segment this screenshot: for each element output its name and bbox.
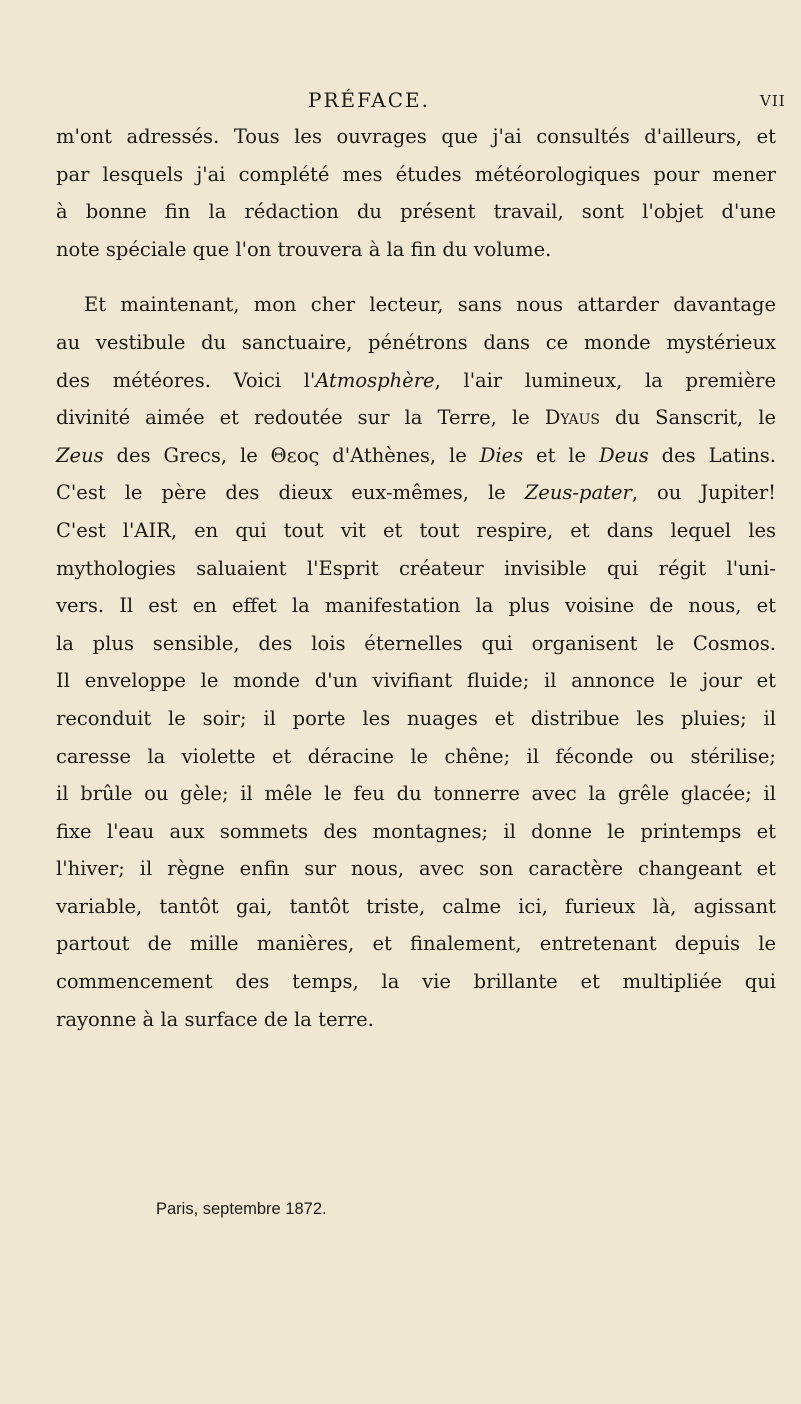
text-line: l'hiver; il règne enfin sur nous, avec son caractère changeant et — [56, 857, 776, 881]
text-segment: , ou Jupiter! — [631, 481, 776, 505]
greek-term-theos: Θεος — [270, 443, 320, 467]
page-header — [0, 88, 801, 122]
paragraph-2 — [56, 286, 776, 1038]
text-line — [56, 474, 776, 512]
italic-term-dies: Dies — [479, 443, 524, 467]
text-line: il brûle ou gèle; il mêle le feu du tonnerre avec la grêle glacée; il — [56, 782, 776, 806]
text-line: rayonne à la surface de la terre. — [56, 1007, 374, 1031]
italic-term-deus: Deus — [599, 443, 649, 467]
text-line: note spéciale que l'on trouvera à la fin du volume. — [56, 237, 552, 261]
text-line — [56, 399, 776, 437]
text-line: la plus sensible, des lois éternelles qui organisent le Cosmos. — [56, 631, 776, 655]
paragraph-1 — [56, 118, 776, 268]
text-line: à bonne fin la rédaction du présent travail, sont l'objet d'une — [56, 200, 776, 224]
text-segment: du Sanscrit, le — [600, 406, 776, 430]
text-line: au vestibule du sanctuaire, pénétrons dans ce monde mystérieux — [56, 330, 776, 354]
text-line: commencement des temps, la vie brillante et multipliée qui — [56, 970, 776, 994]
text-line — [56, 437, 776, 475]
text-line: C'est l'AIR, en qui tout vit et tout respire, et dans lequel les — [56, 518, 776, 542]
italic-term-zeus-pater: Zeus-pater — [524, 481, 632, 505]
text-line: partout de mille manières, et finalement, entretenant depuis le — [56, 932, 776, 956]
text-segment: des Grecs, le — [103, 443, 271, 467]
text-line: Il enveloppe le monde d'un vivifiant fluide; il annonce le jour et — [56, 669, 776, 693]
text-line: fixe l'eau aux sommets des montagnes; il donne le printemps et — [56, 819, 776, 843]
italic-term-atmosphere: Atmosphère — [315, 368, 435, 392]
text-segment: d'Athènes, le — [319, 443, 480, 467]
text-line: reconduit le soir; il porte les nuages et distribue les pluies; il — [56, 706, 776, 730]
preface-body — [56, 118, 776, 1038]
text-line: variable, tantôt gai, tantôt triste, calme ici, furieux là, agissant — [56, 894, 776, 918]
text-line: mythologies saluaient l'Esprit créateur invisible qui régit l'uni- — [56, 556, 776, 580]
running-title: PRÉFACE. — [308, 88, 430, 112]
text-segment: , l'air lumineux, la première — [434, 368, 776, 392]
page-number: VII — [760, 92, 786, 110]
text-segment: des météores. Voici l' — [56, 368, 316, 392]
small-caps-term-dyaus: Dyaus — [544, 406, 601, 430]
text-line: caresse la violette et déracine le chêne; il féconde ou stérilise; — [56, 744, 776, 768]
text-segment: C'est le père des dieux eux-mêmes, le — [56, 481, 525, 505]
text-segment: divinité aimée et redoutée sur la Terre, le — [56, 406, 545, 430]
text-line: m'ont adressés. Tous les ouvrages que j'ai consultés d'ailleurs, et — [56, 125, 776, 148]
place-date-signature: Paris, septembre 1872. — [156, 1200, 327, 1218]
text-line: Et maintenant, mon cher lecteur, sans nous attarder davantage — [84, 293, 776, 317]
text-line — [56, 362, 776, 400]
italic-term-zeus: Zeus — [56, 443, 104, 467]
text-segment: et le — [523, 443, 599, 467]
text-line: par lesquels j'ai complété mes études météorologiques pour mener — [56, 162, 776, 186]
text-line: vers. Il est en effet la manifestation la plus voisine de nous, et — [56, 594, 776, 618]
text-segment: des Latins. — [648, 443, 776, 467]
